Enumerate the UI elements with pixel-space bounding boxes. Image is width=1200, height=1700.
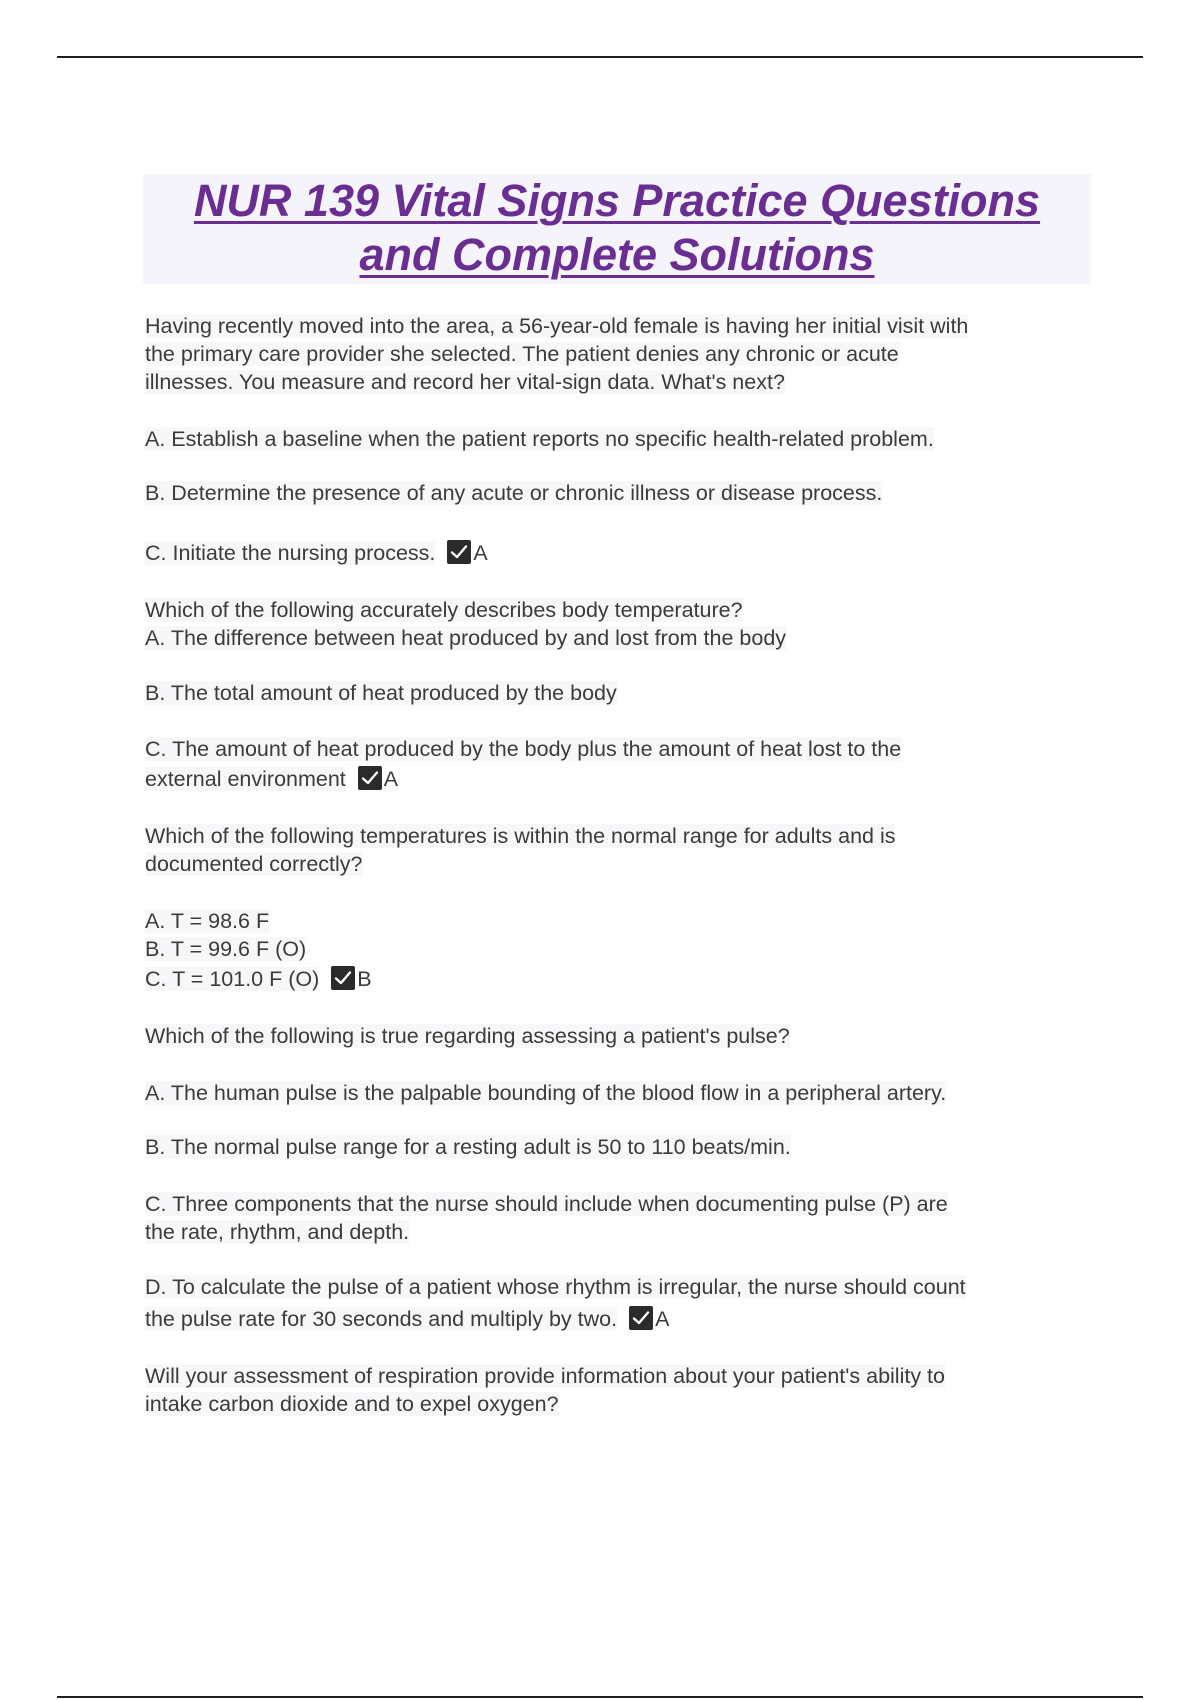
q4-option-d-line-2: the pulse rate for 30 seconds and multiply by two. A xyxy=(145,1307,670,1331)
q2-option-c-line-1: C. The amount of heat produced by the body plus the amount of heat lost to the xyxy=(145,737,902,761)
q4-option-c-line-2: the rate, rhythm, and depth. xyxy=(145,1220,410,1244)
q4-option-d-line-1: D. To calculate the pulse of a patient whose rhythm is irregular, the nurse should count xyxy=(145,1275,966,1299)
q2-option-a: A. The difference between heat produced by and lost from the body xyxy=(145,626,787,650)
q4-stem: Which of the following is true regarding assessing a patient's pulse? xyxy=(145,1024,790,1048)
q2-answer: A xyxy=(383,767,399,791)
document-title-line-2: and Complete Solutions xyxy=(359,229,875,280)
q2-stem: Which of the following accurately describes body temperature? xyxy=(145,598,743,622)
q3-option-a: A. T = 98.6 F xyxy=(145,909,270,933)
q4-option-a: A. The human pulse is the palpable bounding of the blood flow in a peripheral artery. xyxy=(145,1081,947,1105)
q1-stem-line-2: the primary care provider she selected. The patient denies any chronic or acute xyxy=(145,342,899,366)
title-block xyxy=(143,174,1091,284)
q3-answer: B xyxy=(357,967,372,991)
q1-option-a: A. Establish a baseline when the patient reports no specific health-related problem. xyxy=(145,427,934,451)
q3-stem-line-2: documented correctly? xyxy=(145,852,363,876)
q3-option-b: B. T = 99.6 F (O) xyxy=(145,937,307,961)
q2-option-c-line-2: external environment A xyxy=(145,767,399,791)
q5-stem-line-1: Will your assessment of respiration provide information about your patient's ability to xyxy=(145,1364,945,1388)
q1-option-c: C. Initiate the nursing process. A xyxy=(145,541,488,565)
q4-option-c-line-1: C. Three components that the nurse should include when documenting pulse (P) are xyxy=(145,1192,948,1216)
q4-answer: A xyxy=(655,1307,670,1331)
checkmark-icon xyxy=(629,1306,653,1330)
q3-stem-line-1: Which of the following temperatures is within the normal range for adults and is xyxy=(145,824,896,848)
top-rule xyxy=(57,56,1143,58)
q1-stem-line-1: Having recently moved into the area, a 56-year-old female is having her initial visit with xyxy=(145,314,969,338)
q1-answer: A xyxy=(473,541,488,565)
document-title-line-1: NUR 139 Vital Signs Practice Questions xyxy=(193,175,1041,226)
bottom-rule xyxy=(57,1696,1143,1698)
q1-option-b: B. Determine the presence of any acute or chronic illness or disease process. xyxy=(145,481,883,505)
q3-option-c: C. T = 101.0 F (O) B xyxy=(145,967,372,991)
q2-option-b: B. The total amount of heat produced by the body xyxy=(145,681,617,705)
checkmark-icon xyxy=(331,966,355,990)
checkmark-icon xyxy=(447,540,471,564)
checkmark-icon xyxy=(358,766,382,790)
q4-option-b: B. The normal pulse range for a resting adult is 50 to 110 beats/min. xyxy=(145,1135,791,1159)
q5-stem-line-2: intake carbon dioxide and to expel oxygen? xyxy=(145,1392,559,1416)
q1-stem-line-3: illnesses. You measure and record her vital-sign data. What's next? xyxy=(145,370,785,394)
